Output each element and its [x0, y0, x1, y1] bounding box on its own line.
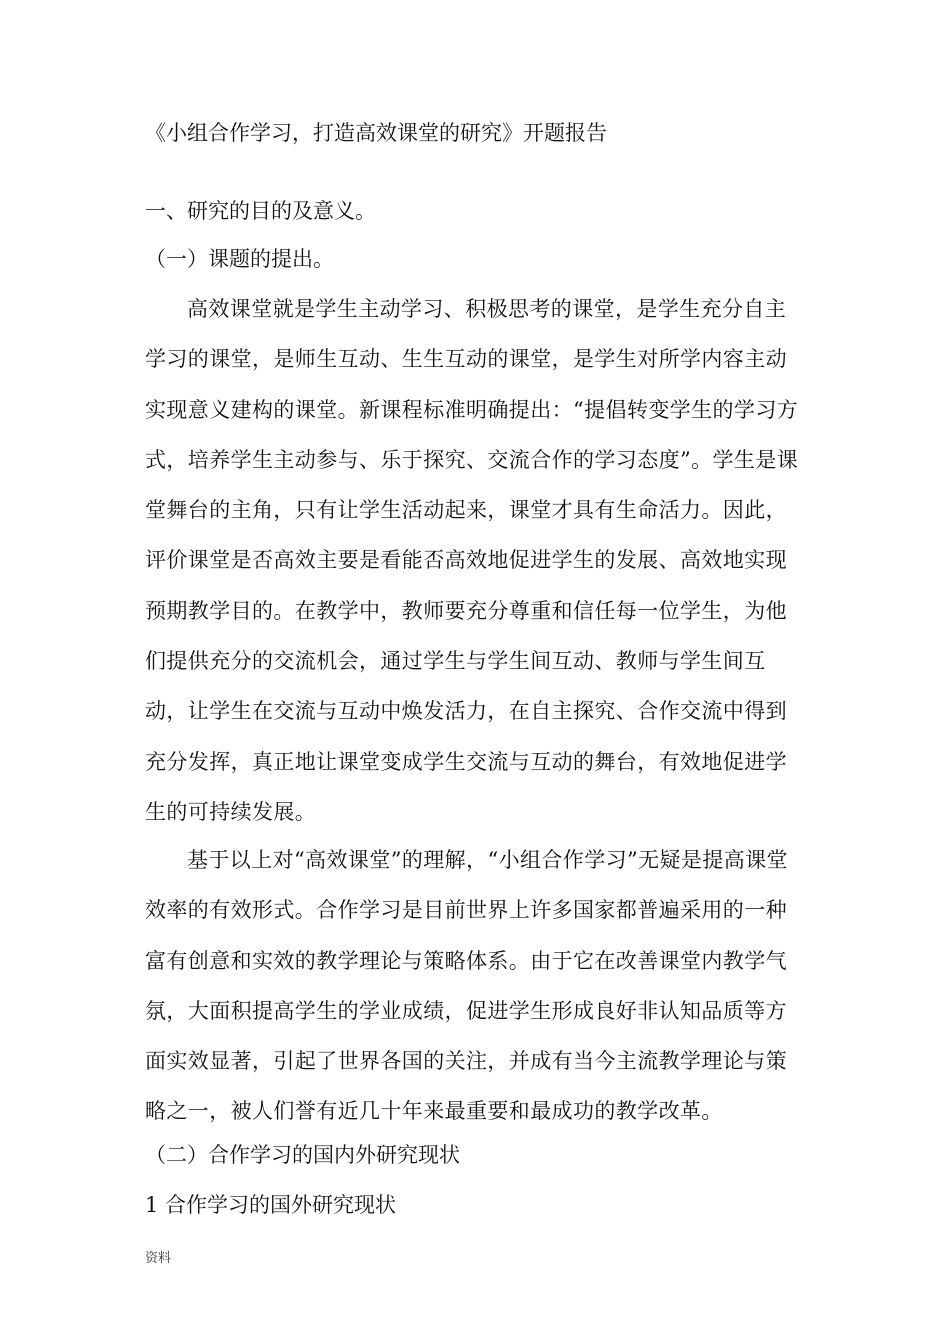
subsection-heading-research-status: （二）合作学习的国内外研究现状: [145, 1143, 460, 1167]
page-footer-label: 资料: [145, 1251, 172, 1266]
section-heading-purpose: 一、研究的目的及意义。: [145, 199, 376, 223]
document-title: 《小组合作学习，打造高效课堂的研究》开题报告: [145, 121, 607, 145]
body-paragraph-1: 高效课堂就是学生主动学习、积极思考的课堂，是学生充分自主学习的课堂，是师生互动、生生互动的课堂，是学生对所学内容主动实现意义建构的课堂。新课程标准明确提出：“提倡转变学生的学习方式，培养学生主动参与、乐于探究、交流合作的学习态度”。学生是课堂舞台的主角，只有让学生活动起来，课堂才具有生命活力。因此，评价课堂是否高效主要是看能否高效地促进学生的发展、高效地实现预期教学目的。在教学中，教师要充分尊重和信任每一位学生，为他们提供充分的交流机会，通过学生与学生间互动、教师与学生间互动，让学生在交流与互动中焕发活力，在自主探究、合作交流中得到充分发挥，真正地让课堂变成学生交流与互动的舞台，有效地促进学生的可持续发展。: [145, 297, 799, 824]
body-paragraph-2: 基于以上对“高效课堂”的理解，“小组合作学习”无疑是提高课堂效率的有效形式。合作学习是目前世界上许多国家都普遍采用的一种富有创意和实效的教学理论与策略体系。由于它在改善课堂内教学气氛，大面积提高学生的学业成绩，促进学生形成良好非认知品质等方面实效显著，引起了世界各国的关注，并成有当今主流教学理论与策略之一，被人们誉有近几十年来最重要和最成功的教学改革。: [145, 848, 788, 1124]
item-heading-foreign-research: 1 合作学习的国外研究现状: [145, 1193, 397, 1217]
subsection-heading-topic: （一）课题的提出。: [145, 247, 334, 271]
